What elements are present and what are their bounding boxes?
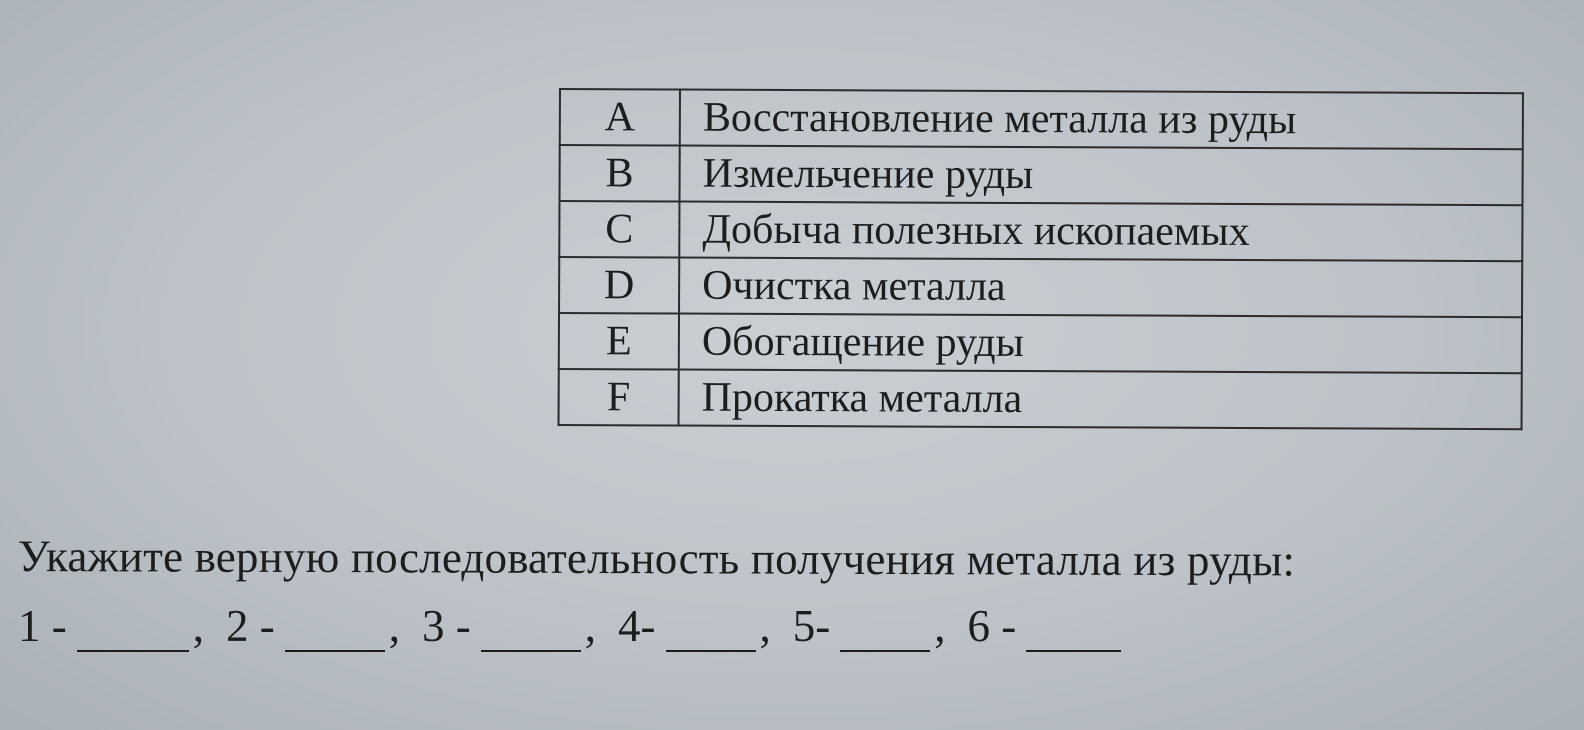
table-row bbox=[559, 369, 1522, 429]
row-letter: F bbox=[559, 369, 679, 426]
answer-item-2 bbox=[226, 600, 422, 652]
answer-label: 5- bbox=[792, 601, 831, 651]
answer-separator: , bbox=[584, 601, 596, 651]
answer-separator: , bbox=[388, 601, 400, 651]
table-row bbox=[559, 257, 1522, 317]
answer-blank-4[interactable] bbox=[666, 610, 756, 652]
answer-blank-3[interactable] bbox=[481, 610, 581, 652]
row-text: Восстановление металла из руды bbox=[680, 90, 1523, 150]
row-letter: D bbox=[559, 257, 679, 314]
answer-item-4 bbox=[618, 600, 793, 652]
row-text: Прокатка металла bbox=[679, 370, 1522, 430]
answer-separator: , bbox=[759, 601, 771, 651]
row-letter: C bbox=[559, 201, 679, 258]
table-row bbox=[559, 313, 1522, 373]
steps-table bbox=[558, 88, 1524, 430]
answer-separator: , bbox=[192, 601, 204, 651]
answer-label: 1 - bbox=[18, 601, 67, 651]
row-letter: E bbox=[559, 313, 679, 370]
table-row bbox=[560, 89, 1523, 149]
row-letter: B bbox=[560, 145, 680, 202]
answer-label: 2 - bbox=[226, 601, 275, 651]
row-text: Обогащение руды bbox=[679, 314, 1522, 374]
row-text: Добыча полезных ископаемых bbox=[679, 202, 1522, 262]
row-letter: A bbox=[560, 89, 680, 146]
answer-label: 3 - bbox=[422, 601, 471, 651]
answer-label: 6 - bbox=[967, 601, 1017, 651]
answer-separator: , bbox=[934, 601, 946, 651]
answer-item-1 bbox=[18, 600, 226, 652]
answer-blank-2[interactable] bbox=[285, 610, 385, 652]
answer-blank-5[interactable] bbox=[840, 610, 930, 652]
row-text: Измельчение руды bbox=[680, 146, 1523, 206]
row-text: Очистка металла bbox=[679, 258, 1522, 318]
table-row bbox=[560, 145, 1523, 205]
answer-line bbox=[18, 600, 1121, 652]
answer-label: 4- bbox=[618, 601, 656, 651]
answer-blank-1[interactable] bbox=[77, 610, 189, 652]
answer-item-6 bbox=[968, 600, 1122, 652]
question-text: Укажите верную последовательность получения металла из руды: bbox=[17, 531, 1296, 586]
answer-blank-6[interactable] bbox=[1026, 610, 1121, 652]
answer-item-5 bbox=[793, 600, 968, 652]
table-row bbox=[559, 201, 1522, 261]
answer-item-3 bbox=[422, 600, 618, 652]
